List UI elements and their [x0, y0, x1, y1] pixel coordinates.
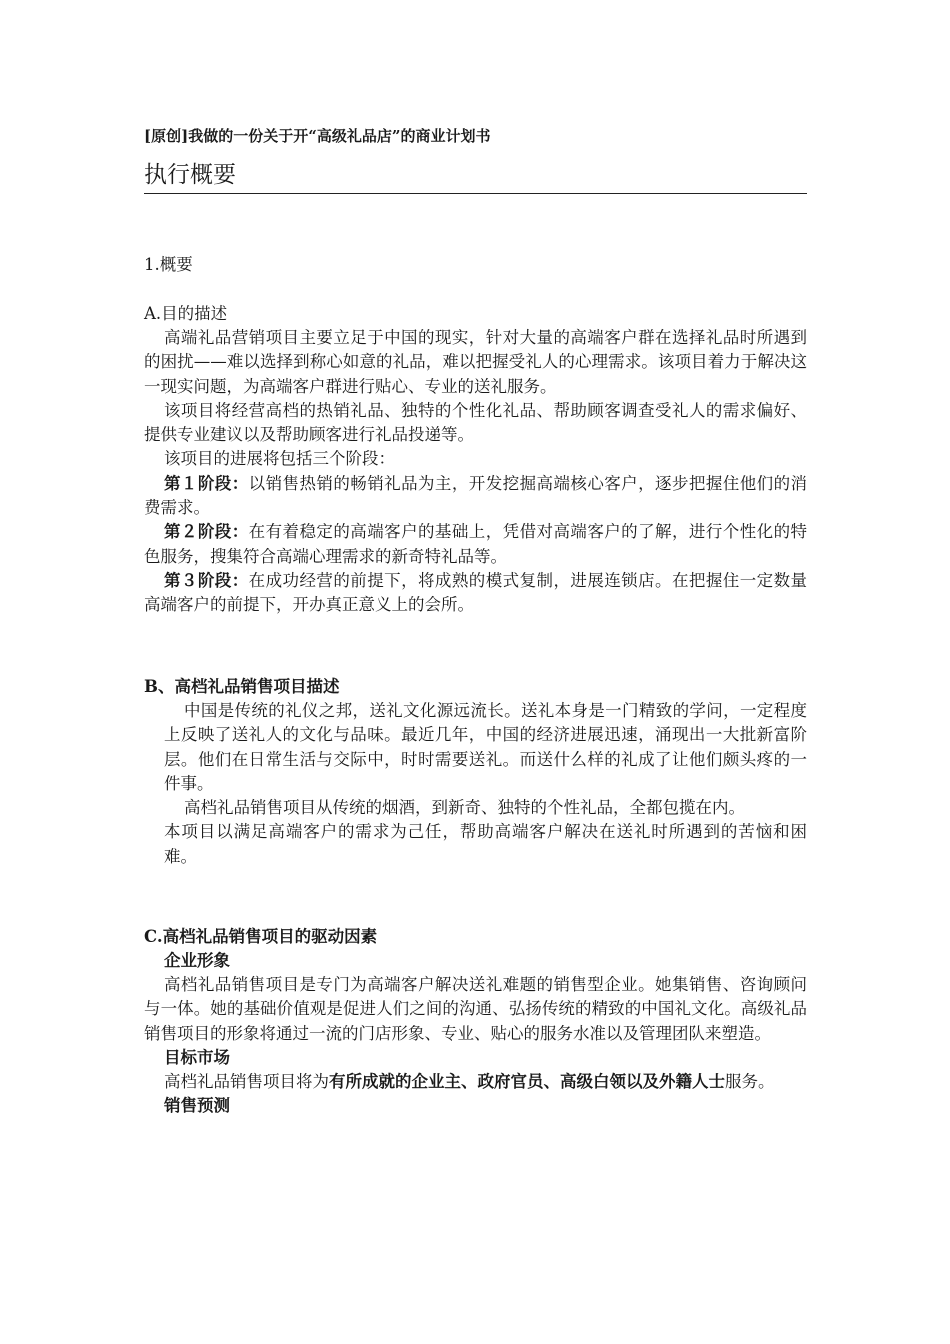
section-b-body	[144, 699, 807, 869]
stage-3-text: 在成功经营的前提下，将成熟的模式复制，进展连锁店。在把握住一定数量高端客户的前提下，开办真正意义上的会所。	[144, 570, 808, 615]
section-c-heading: C.高档礼品销售项目的驱动因素	[144, 927, 378, 946]
section-a-heading: A.目的描述	[144, 304, 228, 323]
document-page	[144, 0, 807, 1344]
stage-1-text: 以销售热销的畅销礼品为主，开发挖掘高端核心客户，逐步把握住他们的消费需求。	[144, 473, 808, 518]
target-market-post: 服务。	[725, 1071, 775, 1091]
target-market-emphasis: 有所成就的企业主、政府官员、高级白领以及外籍人士	[329, 1071, 725, 1091]
corporate-image-text: 高档礼品销售项目是专门为高端客户解决送礼难题的销售型企业。她集销售、咨询顾问与一体。她的基础价值观是促进人们之间的沟通、弘扬传统的精致的中国礼文化。高级礼品销售项目的形象将通过一流的门店形象、专业、贴心的服务水准以及管理团队来塑造。	[144, 975, 807, 1043]
main-heading: 执行概要	[144, 160, 807, 194]
stage-3	[144, 569, 807, 618]
section-a-paragraph-1: 高端礼品营销项目主要立足于中国的现实，针对大量的高端客户群在选择礼品时所遇到的困扰——难以选择到称心如意的礼品，难以把握受礼人的心理需求。该项目着力于解决这一现实问题，为高端客户群进行贴心、专业的送礼服务。	[144, 328, 807, 396]
section-b-heading: B、高档礼品销售项目描述	[144, 677, 340, 696]
document-title: [原创]我做的一份关于开“高级礼品店”的商业计划书	[144, 127, 491, 145]
stage-1	[144, 472, 807, 521]
section-b	[144, 675, 807, 869]
section-b-paragraph-2: 高档礼品销售项目从传统的烟酒，到新奇、独特的个性礼品，全都包揽在内。	[184, 798, 745, 818]
section-c	[144, 925, 807, 1118]
section-1	[144, 253, 807, 277]
stage-3-label: 第３阶段：	[164, 570, 249, 590]
section-a-paragraph-3: 该项目的进展将包括三个阶段：	[164, 449, 395, 469]
stage-1-label: 第１阶段：	[164, 473, 249, 493]
stage-2-text: 在有着稳定的高端客户的基础上，凭借对高端客户的了解，进行个性化的特色服务，搜集符合高端心理需求的新奇特礼品等。	[144, 522, 808, 566]
stage-2-label: 第２阶段：	[164, 522, 249, 542]
target-market-pre: 高档礼品销售项目将为	[164, 1071, 329, 1091]
section-a-paragraph-2: 该项目将经营高档的热销礼品、独特的个性化礼品、帮助顾客调查受礼人的需求偏好、提供专业建议以及帮助顾客进行礼品投递等。	[144, 400, 807, 445]
subheading-target-market: 目标市场	[164, 1047, 230, 1067]
section-a	[144, 302, 807, 618]
stage-2	[144, 520, 807, 569]
subheading-corporate-image: 企业形象	[164, 951, 230, 970]
section-1-heading: 1.概要	[144, 255, 193, 274]
subheading-sales-forecast: 销售预测	[164, 1096, 230, 1116]
target-market-text	[144, 1070, 807, 1094]
section-b-paragraph-1: 中国是传统的礼仪之邦，送礼文化源远流长。送礼本身是一门精致的学问，一定程度上反映了送礼人的文化与品味。最近几年，中国的经济进展迅速，涌现出一大批新富阶层。他们在日常生活与交际中，时时需要送礼。而送什么样的礼成了让他们颇头疼的一件事。	[164, 701, 807, 793]
section-b-paragraph-3: 本项目以满足高端客户的需求为己任，帮助高端客户解决在送礼时所遇到的苦恼和困难。	[164, 822, 807, 866]
